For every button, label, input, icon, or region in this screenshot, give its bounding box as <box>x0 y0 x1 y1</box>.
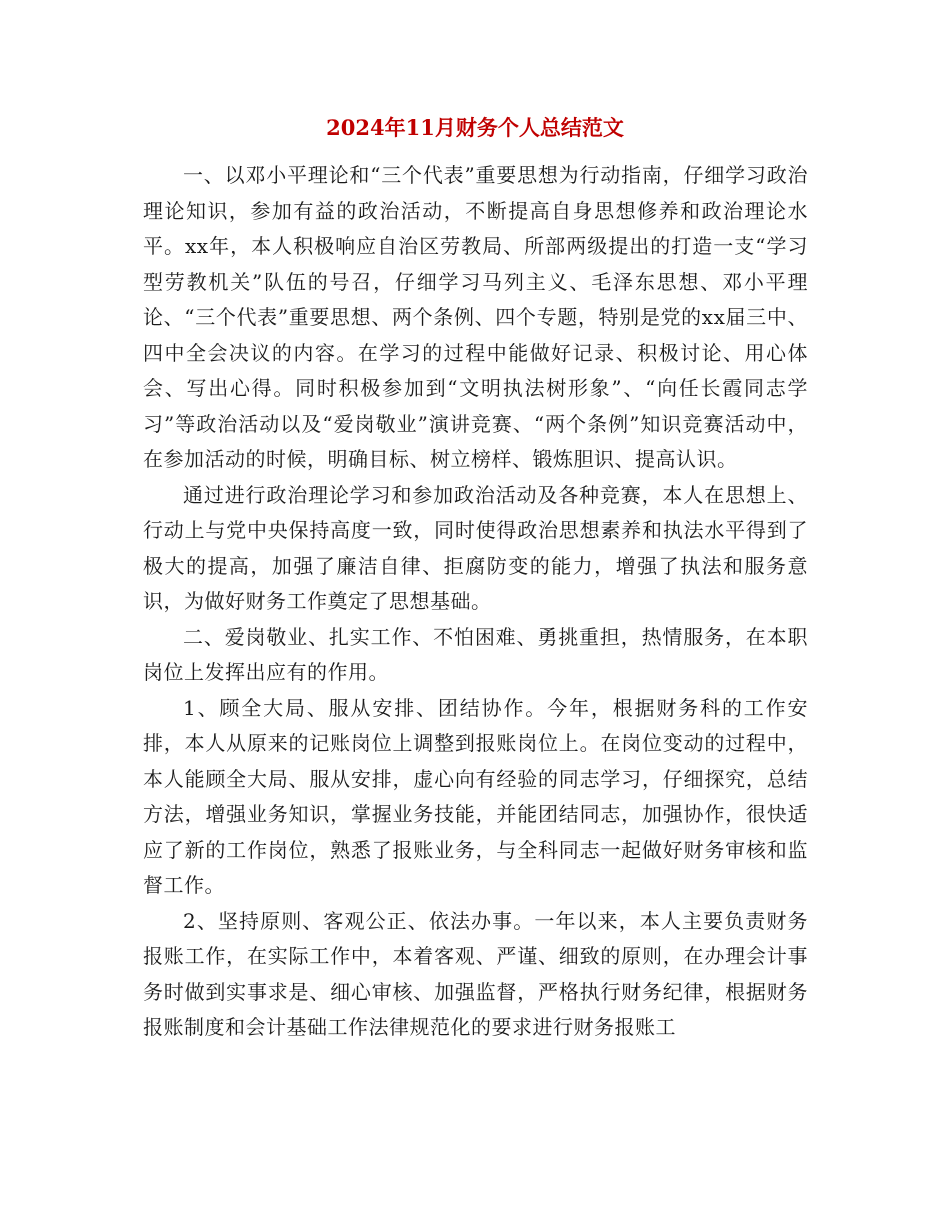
paragraph-1: 一、以邓小平理论和“三个代表”重要思想为行动指南，仔细学习政治理论知识，参加有益的政治活动，不断提高自身思想修养和政治理论水平。xx年，本人积极响应自治区劳教局、所部两级提出的打造一支“学习型劳教机关”队伍的号召，仔细学习马列主义、毛泽东思想、邓小平理论、“三个代表”重要思想、两个条例、四个专题，特别是党的xx届三中、四中全会决议的内容。在学习的过程中能做好记录、积极讨论、用心体会、写出心得。同时积极参加到“文明执法树形象”、“向任长霞同志学习”等政治活动以及“爱岗敬业”演讲竞赛、“两个条例”知识竞赛活动中，在参加活动的时候，明确目标、树立榜样、锻炼胆识、提高认识。 <box>143 163 808 471</box>
document-body <box>143 158 808 1046</box>
paragraph-4: 1、顾全大局、服从安排、团结协作。今年，根据财务科的工作安排，本人从原来的记账岗位上调整到报账岗位上。在岗位变动的过程中，本人能顾全大局、服从安排，虚心向有经验的同志学习，仔细探究，总结方法，增强业务知识，掌握业务技能，并能团结同志，加强协作，很快适应了新的工作岗位，熟悉了报账业务，与全科同志一起做好财务审核和监督工作。 <box>143 695 808 897</box>
paragraph-2: 通过进行政治理论学习和参加政治活动及各种竞赛，本人在思想上、行动上与党中央保持高度一致，同时使得政治思想素养和执法水平得到了极大的提高，加强了廉洁自律、拒腐防变的能力，增强了执法和服务意识，为做好财务工作奠定了思想基础。 <box>143 482 808 613</box>
document-title: 2024年11月财务个人总结范文 <box>326 115 624 140</box>
paragraph-5: 2、坚持原则、客观公正、依法办事。一年以来，本人主要负责财务报账工作，在实际工作中，本着客观、严谨、细致的原则，在办理会计事务时做到实事求是、细心审核、加强监督，严格执行财务纪律，根据财务报账制度和会计基础工作法律规范化的要求进行财务报账工 <box>143 908 808 1039</box>
paragraph-3: 二、爱岗敬业、扎实工作、不怕困难、勇挑重担，热情服务，在本职岗位上发挥出应有的作用。 <box>143 624 808 684</box>
